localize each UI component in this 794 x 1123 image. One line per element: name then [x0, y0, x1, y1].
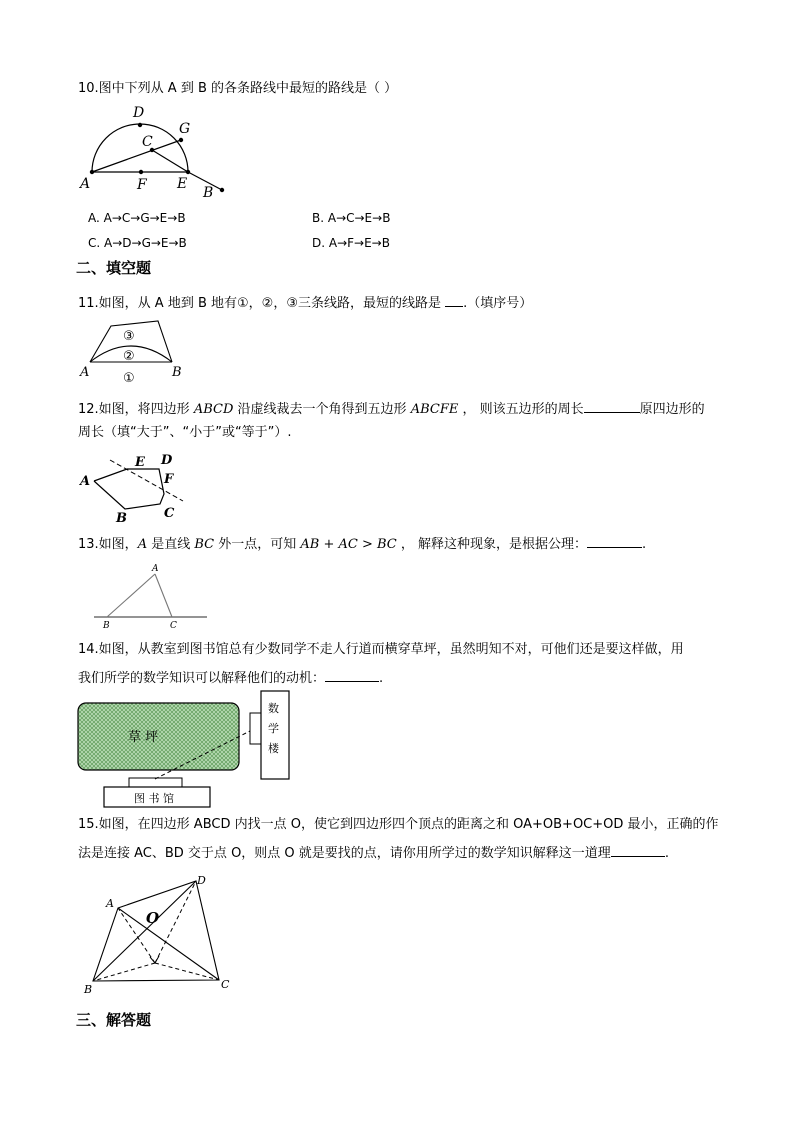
q11-text-pre: 11.如图，从 A 地到 B 地有①，②，③三条线路，最短的线路是: [78, 296, 441, 311]
q13-text-mid: 是直线: [151, 537, 191, 552]
section-fill-blank: 二、填空题: [76, 259, 152, 277]
q10-option-c: C. A→D→G→E→B: [88, 236, 187, 250]
q10-option-a: A. A→C→G→E→B: [88, 211, 186, 225]
q10-label-d: D: [133, 105, 145, 121]
q14-line1: 14.如图，从教室到图书馆总有少数同学不走人行道而横穿草坪，虽然明知不对，可他们还是要这样做，用: [78, 642, 684, 657]
q12-label-e: E: [135, 455, 145, 470]
q11-route-3: ③: [123, 329, 135, 344]
q13-text-mid2: 外一点，可知: [218, 537, 297, 552]
q12-label-a: A: [80, 474, 91, 489]
q13-inequality: AB + AC > BC: [300, 537, 397, 552]
q13-label-a: A: [152, 564, 159, 574]
q10-label-c: C: [142, 134, 153, 150]
q12-text-mid: 沿虚线裁去一个角得到五边形: [237, 402, 407, 417]
q11-label-b: B: [172, 365, 182, 380]
q14-library-label: 图 书 馆: [134, 792, 174, 805]
q14-bldg-char3: 楼: [268, 742, 279, 755]
q11-label-a: A: [80, 365, 90, 380]
q12-text-pre: 12.如图，将四边形: [78, 402, 190, 417]
q14-text-post: .: [379, 671, 384, 686]
q14-bldg-char1: 数: [268, 702, 279, 715]
q10-label-g: G: [179, 121, 191, 137]
q10-option-d: D. A→F→E→B: [312, 236, 390, 250]
q13-text-mid3: ， 解释这种现象，是根据公理：: [400, 537, 588, 552]
q12-text-post: 原四边形的: [639, 402, 705, 417]
q10-label-e: E: [177, 176, 188, 192]
q12-label-b: B: [116, 511, 127, 526]
q14-line2-text: 我们所学的数学知识可以解释他们的动机：: [78, 671, 326, 686]
q13-text-post: .: [642, 537, 647, 552]
q15-label-o: O: [146, 909, 160, 927]
q11-text-post: .（填序号）: [463, 296, 533, 311]
q10-option-b: B. A→C→E→B: [312, 211, 391, 225]
q13-label-b: B: [103, 621, 110, 631]
q12-label-d: D: [161, 453, 173, 468]
q15-line2-text: 法是连接 AC、BD 交于点 O，则点 O 就是要找的点，请你用所学过的数学知识解释这一道理: [78, 846, 611, 861]
q12-label-f: F: [164, 472, 174, 487]
q15-text-post: .: [664, 846, 669, 861]
q12-label-c: C: [164, 506, 175, 521]
q12-abcfe: ABCFE: [410, 402, 459, 417]
q15-label-b: B: [84, 983, 93, 996]
q10-label-f: F: [137, 177, 147, 193]
q12-line2: 周长（填“大于”、“小于”或“等于”）.: [78, 425, 292, 440]
q13-label-c: C: [170, 621, 177, 631]
q10-label-a: A: [80, 176, 91, 192]
q15-label-a: A: [106, 897, 114, 910]
q11-route-1: ①: [123, 371, 135, 386]
section-solve: 三、解答题: [76, 1011, 152, 1029]
q13-text-pre: 13.如图，: [78, 537, 138, 552]
q14-bldg-char2: 学: [268, 722, 279, 735]
q12-text-mid2: ， 则该五边形的周长: [462, 402, 584, 417]
q14-grass-label: 草 坪: [128, 730, 159, 745]
q13-point-a: A: [137, 537, 148, 552]
q13-line-bc: BC: [194, 537, 215, 552]
q15-label-d: D: [197, 874, 206, 887]
q10-label-b: B: [203, 185, 214, 201]
q15-line1: 15.如图，在四边形 ABCD 内找一点 O，使它到四边形四个顶点的距离之和 OA+OB+OC+OD 最小，正确的作: [78, 817, 719, 832]
q12-abcd: ABCD: [193, 402, 234, 417]
q15-label-c: C: [221, 978, 230, 991]
q10-text: 10.图中下列从 A 到 B 的各条路线中最短的路线是（ ）: [78, 81, 398, 96]
q11-route-2: ②: [123, 349, 135, 364]
